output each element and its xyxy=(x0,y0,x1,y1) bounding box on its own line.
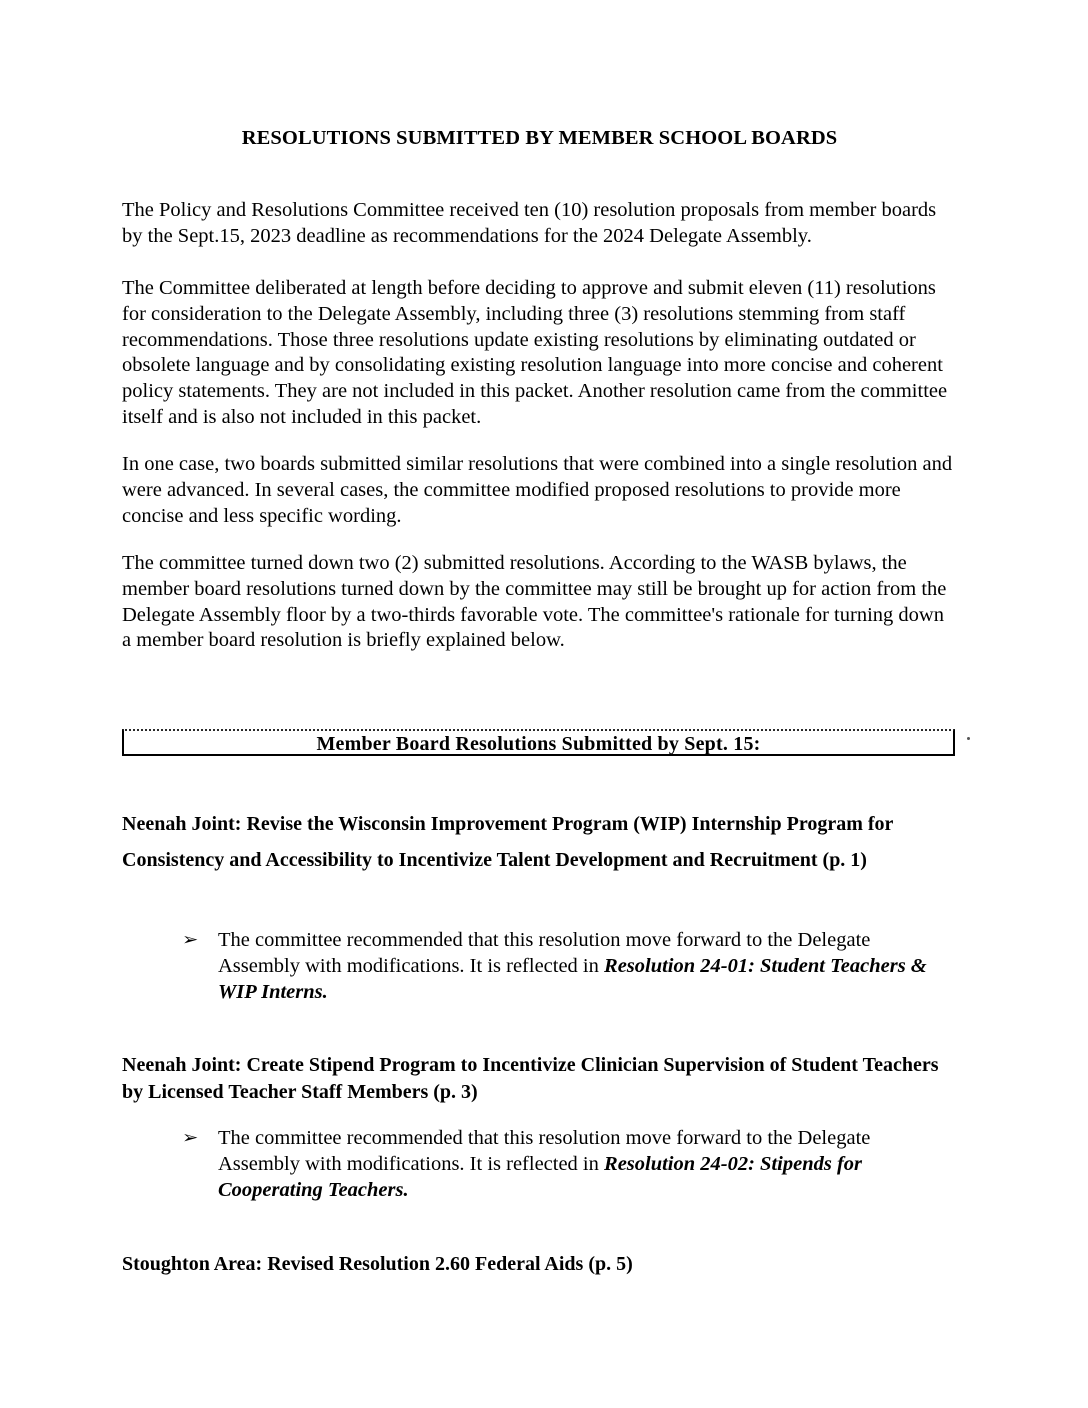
resolution-heading-1: Neenah Joint: Revise the Wisconsin Improvement Program (WIP) Internship Program for Consistency and Accessibility to Incentivize Talent Development and Recruitment (p. 1) xyxy=(122,813,894,871)
resolution-note-1-lead: The committee recommended that this resolution move forward to the Delegate Assembly with modifications. It is reflected in xyxy=(218,929,871,977)
resolution-heading-3: Stoughton Area: Revised Resolution 2.60 Federal Aids (p. 5) xyxy=(122,1253,633,1275)
section-banner xyxy=(122,729,955,756)
arrow-bullet-icon: ➢ xyxy=(182,930,199,950)
resolution-note-1 xyxy=(182,928,944,1005)
resolution-note-1-text xyxy=(218,928,944,1005)
resolution-note-2-lead: The committee recommended that this resolution move forward to the Delegate Assembly with modifications. It is reflected in xyxy=(218,1127,871,1175)
resolution-note-2 xyxy=(182,1126,944,1203)
page-title: RESOLUTIONS SUBMITTED BY MEMBER SCHOOL BOARDS xyxy=(241,127,838,149)
arrow-bullet-icon: ➢ xyxy=(182,1128,199,1148)
resolution-heading-2: Neenah Joint: Create Stipend Program to Incentivize Clinician Supervision of Student Teachers by Licensed Teacher Staff Members (p. 3) xyxy=(122,1054,939,1103)
section-banner-label: Member Board Resolutions Submitted by Sept. 15: xyxy=(316,733,761,755)
scan-artifact-dot xyxy=(967,737,970,740)
intro-paragraph-2: The Committee deliberated at length before deciding to approve and submit eleven (11) resolutions for consideration to the Delegate Assembly, including three (3) resolutions stemming from staff recommendations. Those three resolutions update existing resolutions by eliminating outdated or obsolete language and by consolidating existing resolution language into more concise and coherent policy statements. They are not included in this packet. Another resolution came from the committee itself and is also not included in this packet. xyxy=(122,277,948,428)
intro-paragraph-3: In one case, two boards submitted similar resolutions that were combined into a single resolution and were advanced. In several cases, the committee modified proposed resolutions to provide more concise and less specific wording. xyxy=(122,453,953,527)
resolution-note-1-reference: Resolution 24-01: Student Teachers & WIP Interns. xyxy=(218,954,927,1003)
intro-paragraph-4: The committee turned down two (2) submitted resolutions. According to the WASB bylaws, the member board resolutions turned down by the committee may still be brought up for action from the Delegate Assembly floor by a two-thirds favorable vote. The committee's rationale for turning down a member board resolution is briefly explained below. xyxy=(122,552,947,652)
resolution-note-2-text xyxy=(218,1126,944,1203)
intro-paragraph-1: The Policy and Resolutions Committee received ten (10) resolution proposals from member boards by the Sept.15, 2023 deadline as recommendations for the 2024 Delegate Assembly. xyxy=(122,199,937,247)
resolution-note-2-reference: Resolution 24-02: Stipends for Cooperating Teachers. xyxy=(218,1152,863,1201)
